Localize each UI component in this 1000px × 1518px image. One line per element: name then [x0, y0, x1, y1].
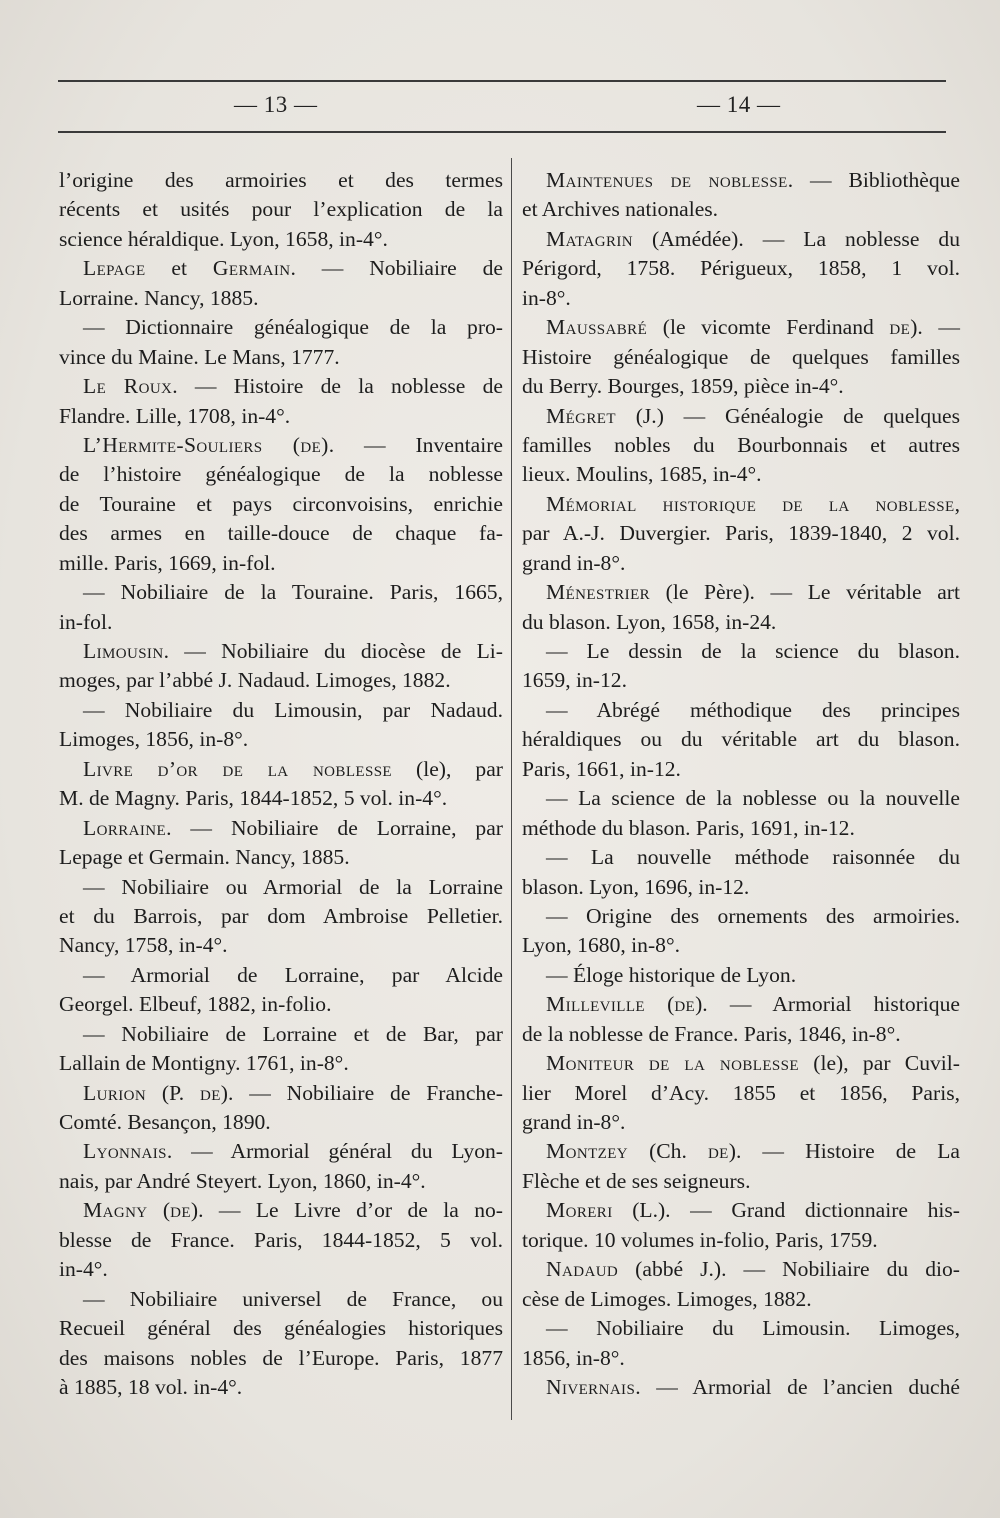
text-line	[522, 195, 960, 224]
entry-heading: Limousin	[83, 639, 164, 663]
text-line	[522, 784, 960, 813]
entry-text: du Berry. Bourges, 1859, pièce in-4°.	[522, 374, 844, 399]
text-line	[59, 843, 503, 872]
text-line	[522, 1226, 960, 1255]
entry-text: 1659, in-12.	[522, 668, 627, 693]
entry-text: nais, par André Steyert. Lyon, 1860, in-4°.	[59, 1168, 426, 1193]
text-line	[59, 431, 503, 460]
entry-text: ,	[954, 491, 960, 516]
entry-heading: Ménestrier	[546, 580, 651, 605]
entry-text: . — Armorial de l’ancien duché	[635, 1374, 960, 1399]
entry-text: . — Histoire de la noblesse de	[172, 374, 503, 399]
entry-text: — Le dessin de la science du blason.	[546, 639, 960, 663]
text-line	[522, 1314, 960, 1343]
entry-text: ). —	[910, 315, 960, 340]
entry-text: (L.). — Grand dictionnaire his-	[612, 1198, 960, 1223]
entry-text: des maisons nobles de l’Europe. Paris, 1877	[59, 1345, 503, 1370]
entry-text: l’origine des armoiries et des termes	[59, 168, 503, 192]
entry-text: ). — Armorial historique	[695, 992, 960, 1017]
text-line	[59, 166, 503, 195]
text-line	[59, 814, 503, 843]
entry-text: — La nouvelle méthode raisonnée du	[546, 845, 960, 870]
entry-heading: Nivernais	[546, 1374, 636, 1399]
entry-text: — Dictionnaire généalogique de la pro-	[83, 315, 503, 340]
text-line	[59, 1314, 503, 1343]
text-line	[59, 1285, 503, 1314]
entry-text: et	[145, 256, 213, 281]
entry-heading: Nadaud	[546, 1257, 619, 1282]
entry-text: — Nobiliaire du Limousin, par Nadaud.	[83, 697, 503, 722]
entry-text: — Nobiliaire de la Touraine. Paris, 1665,	[83, 580, 503, 605]
entry-text: in-8°.	[522, 285, 571, 310]
entry-text: (	[147, 1198, 171, 1223]
entry-text: — La science de la noblesse ou la nouvelle	[546, 786, 960, 811]
text-line	[59, 961, 503, 990]
text-line	[522, 402, 960, 431]
text-line	[522, 460, 960, 489]
left-page-number: — 13 —	[234, 92, 318, 117]
text-line	[522, 961, 960, 990]
entry-heading: Milleville	[546, 992, 645, 1017]
entry-text: — Abrégé méthodique des principes	[546, 697, 960, 722]
text-line	[59, 1079, 503, 1108]
text-line	[59, 696, 503, 725]
left-column	[59, 166, 503, 1402]
text-line	[59, 254, 503, 283]
text-line	[522, 931, 960, 960]
entry-text: (le), par Cuvil-	[798, 1051, 960, 1076]
entry-text: de Touraine et pays circonvoisins, enrichie	[59, 491, 503, 516]
text-line	[522, 902, 960, 931]
entry-heading: L’Hermite-Souliers (de)	[83, 432, 329, 457]
text-line	[522, 1344, 960, 1373]
entry-text: Périgord, 1758. Périgueux, 1858, 1 vol.	[522, 256, 960, 281]
entry-text: blason. Lyon, 1696, in-12.	[522, 874, 750, 899]
text-line	[59, 225, 503, 254]
entry-text: lieux. Moulins, 1685, in-4°.	[522, 462, 762, 487]
entry-text: récents et usités pour l’explication de la	[59, 197, 503, 222]
entry-text: de l’histoire généalogique de la noblesse	[59, 462, 503, 487]
text-line	[59, 490, 503, 519]
entry-text: moges, par l’abbé J. Nadaud. Limoges, 1882.	[59, 668, 451, 693]
text-line	[59, 990, 503, 1019]
entry-text: à 1885, 18 vol. in-4°.	[59, 1374, 243, 1399]
entry-text: Lepage et Germain. Nancy, 1885.	[59, 845, 350, 870]
entry-text: — Armorial de Lorraine, par Alcide	[83, 962, 503, 987]
entry-text: (le), par	[392, 756, 503, 781]
text-line	[522, 1049, 960, 1078]
entry-heading: Mégret	[546, 403, 616, 428]
entry-text: (le Père). — Le véritable art	[650, 580, 960, 605]
entry-heading: Lurion	[83, 1080, 147, 1105]
entry-text: méthode du blason. Paris, 1691, in-12.	[522, 815, 855, 840]
text-line	[522, 1108, 960, 1137]
text-line	[59, 578, 503, 607]
entry-text: . — Nobiliaire de	[290, 256, 503, 281]
text-line	[522, 1373, 960, 1402]
entry-heading: Livre d’or de la noblesse	[83, 756, 392, 781]
entry-text: torique. 10 volumes in-folio, Paris, 1759.	[522, 1227, 878, 1252]
text-line	[522, 1167, 960, 1196]
text-line	[59, 725, 503, 754]
entry-text: . — Bibliothèque	[787, 168, 961, 192]
entry-text: héraldiques ou du véritable art du blason.	[522, 727, 960, 752]
entry-text: (le vicomte Ferdinand	[647, 315, 890, 340]
entry-text: ). — Le Livre d’or de la no-	[190, 1198, 504, 1223]
text-line	[522, 166, 960, 195]
entry-text: — Nobiliaire ou Armorial de la Lorraine	[83, 874, 503, 899]
text-line	[522, 431, 960, 460]
entry-text: Flèche et de ses seigneurs.	[522, 1168, 751, 1193]
entry-text: Lallain de Montigny. 1761, in-8°.	[59, 1051, 349, 1076]
entry-text: Recueil général des généalogies historiques	[59, 1316, 503, 1341]
entry-text: Nancy, 1758, in-4°.	[59, 933, 228, 958]
entry-text: (abbé J.). — Nobiliaire du dio-	[618, 1257, 960, 1282]
entry-heading: de	[674, 992, 696, 1017]
entry-text: (P.	[146, 1080, 200, 1105]
entry-text: . — Nobiliaire du diocèse de Li-	[163, 639, 503, 663]
text-line	[522, 1255, 960, 1284]
text-line	[59, 1020, 503, 1049]
text-line	[59, 1137, 503, 1166]
text-line	[59, 666, 503, 695]
text-line	[522, 490, 960, 519]
text-line	[522, 225, 960, 254]
text-line	[522, 313, 960, 342]
text-line	[522, 254, 960, 283]
entry-text: — Nobiliaire universel de France, ou	[83, 1286, 503, 1311]
entry-heading: Moniteur de la noblesse	[546, 1051, 799, 1076]
text-line	[522, 637, 960, 666]
text-line	[522, 666, 960, 695]
text-line	[59, 637, 503, 666]
text-line	[59, 873, 503, 902]
entry-heading: de	[170, 1198, 191, 1223]
entry-text: du blason. Lyon, 1658, in-24.	[522, 609, 777, 634]
text-line	[59, 1196, 503, 1225]
entry-text: par A.-J. Duvergier. Paris, 1839-1840, 2 vol.	[522, 521, 960, 546]
entry-text: . — Armorial général du Lyon-	[166, 1139, 503, 1164]
text-line	[522, 725, 960, 754]
text-line	[59, 372, 503, 401]
text-line	[522, 1079, 960, 1108]
text-line	[522, 1137, 960, 1166]
entry-text: — Nobiliaire de Lorraine et de Bar, par	[83, 1021, 503, 1046]
entry-text: ). — Histoire de La	[728, 1139, 960, 1164]
text-line	[59, 1255, 503, 1284]
entry-text: science héraldique. Lyon, 1658, in-4°.	[59, 226, 388, 251]
entry-text: . — Inventaire	[328, 432, 503, 457]
entry-text: (J.) — Généalogie de quelques	[615, 403, 960, 428]
entry-text: mille. Paris, 1669, in-fol.	[59, 550, 276, 575]
text-line	[59, 1108, 503, 1137]
entry-text: et Archives nationales.	[522, 197, 719, 222]
right-page-number: — 14 —	[697, 92, 781, 117]
text-line	[59, 902, 503, 931]
text-line	[59, 195, 503, 224]
entry-text: in-fol.	[59, 609, 113, 634]
entry-text: — Origine des ornements des armoiries.	[546, 903, 960, 928]
entry-text: grand in-8°.	[522, 550, 626, 575]
entry-text: Comté. Besançon, 1890.	[59, 1110, 271, 1134]
header-bottom-rule	[58, 131, 946, 133]
entry-text: familles nobles du Bourbonnais et autres	[522, 432, 960, 457]
text-line	[522, 284, 960, 313]
entry-heading: Lyonnais	[83, 1139, 167, 1164]
text-line	[522, 755, 960, 784]
entry-text: et du Barrois, par dom Ambroise Pelletier.	[59, 903, 503, 928]
text-line	[522, 372, 960, 401]
text-line	[522, 519, 960, 548]
entry-text: blesse de France. Paris, 1844-1852, 5 vol.	[59, 1227, 503, 1252]
text-line	[59, 549, 503, 578]
entry-text: ). — Nobiliaire de Franche-	[220, 1080, 503, 1105]
entry-text: Lyon, 1680, in-8°.	[522, 933, 680, 958]
entry-heading: Montzey	[546, 1139, 628, 1164]
entry-text: grand in-8°.	[522, 1110, 626, 1134]
text-line	[522, 990, 960, 1019]
entry-heading: Le Roux	[83, 374, 173, 399]
right-column	[522, 166, 960, 1402]
text-line	[522, 608, 960, 637]
text-line	[59, 402, 503, 431]
text-line	[59, 519, 503, 548]
text-line	[522, 814, 960, 843]
text-line	[522, 1285, 960, 1314]
text-line	[59, 784, 503, 813]
text-line	[59, 313, 503, 342]
entry-text: 1856, in-8°.	[522, 1345, 625, 1370]
entry-text: des armes en taille-douce de chaque fa-	[59, 521, 503, 546]
entry-heading: Magny	[83, 1198, 148, 1223]
text-line	[59, 343, 503, 372]
entry-heading: Lorraine	[83, 815, 167, 840]
entry-text: (Ch.	[628, 1139, 708, 1164]
entry-heading: Moreri	[546, 1198, 613, 1223]
entry-heading: Maussabré	[546, 315, 648, 340]
text-line	[522, 873, 960, 902]
entry-text: Lorraine. Nancy, 1885.	[59, 285, 259, 310]
entry-text: vince du Maine. Le Mans, 1777.	[59, 344, 340, 369]
text-line	[59, 931, 503, 960]
entry-text: — Nobiliaire du Limousin. Limoges,	[546, 1316, 960, 1341]
entry-heading: Maintenues de noblesse	[546, 168, 788, 192]
text-line	[59, 1344, 503, 1373]
text-line	[59, 284, 503, 313]
entry-text: . — Nobiliaire de Lorraine, par	[166, 815, 503, 840]
entry-text: M. de Magny. Paris, 1844-1852, 5 vol. in-4°.	[59, 786, 448, 811]
entry-text: (Amédée). — La noblesse du	[633, 226, 960, 251]
text-line	[59, 755, 503, 784]
text-line	[522, 843, 960, 872]
text-line	[59, 1049, 503, 1078]
text-line	[59, 460, 503, 489]
entry-text: Flandre. Lille, 1708, in-4°.	[59, 403, 291, 428]
text-line	[522, 1196, 960, 1225]
entry-text: Histoire généalogique de quelques familles	[522, 344, 960, 369]
text-line	[59, 1373, 503, 1402]
entry-text: lier Morel d’Acy. 1855 et 1856, Paris,	[522, 1080, 960, 1105]
text-line	[59, 1226, 503, 1255]
entry-text: Limoges, 1856, in-8°.	[59, 727, 249, 752]
entry-text: (	[645, 992, 675, 1017]
header-top-rule	[58, 80, 946, 82]
text-line	[522, 549, 960, 578]
entry-text: Georgel. Elbeuf, 1882, in-folio.	[59, 992, 332, 1017]
entry-heading: de	[889, 315, 911, 340]
text-line	[522, 696, 960, 725]
entry-text: — Éloge historique de Lyon.	[546, 962, 797, 987]
text-line	[522, 1020, 960, 1049]
entry-text: in-4°.	[59, 1257, 108, 1282]
text-line	[59, 608, 503, 637]
text-line	[522, 343, 960, 372]
entry-text: de la noblesse de France. Paris, 1846, in-8°.	[522, 1021, 901, 1046]
entry-heading: Mémorial historique de la noblesse	[546, 491, 955, 516]
entry-heading: Germain	[212, 256, 291, 281]
entry-heading: de	[199, 1080, 221, 1105]
column-divider	[511, 158, 512, 1420]
entry-text: Paris, 1661, in-12.	[522, 756, 681, 781]
entry-heading: de	[707, 1139, 729, 1164]
text-line	[59, 1167, 503, 1196]
entry-heading: Lepage	[83, 256, 146, 281]
entry-text: cèse de Limoges. Limoges, 1882.	[522, 1286, 812, 1311]
text-line	[522, 578, 960, 607]
entry-heading: Matagrin	[546, 226, 634, 251]
